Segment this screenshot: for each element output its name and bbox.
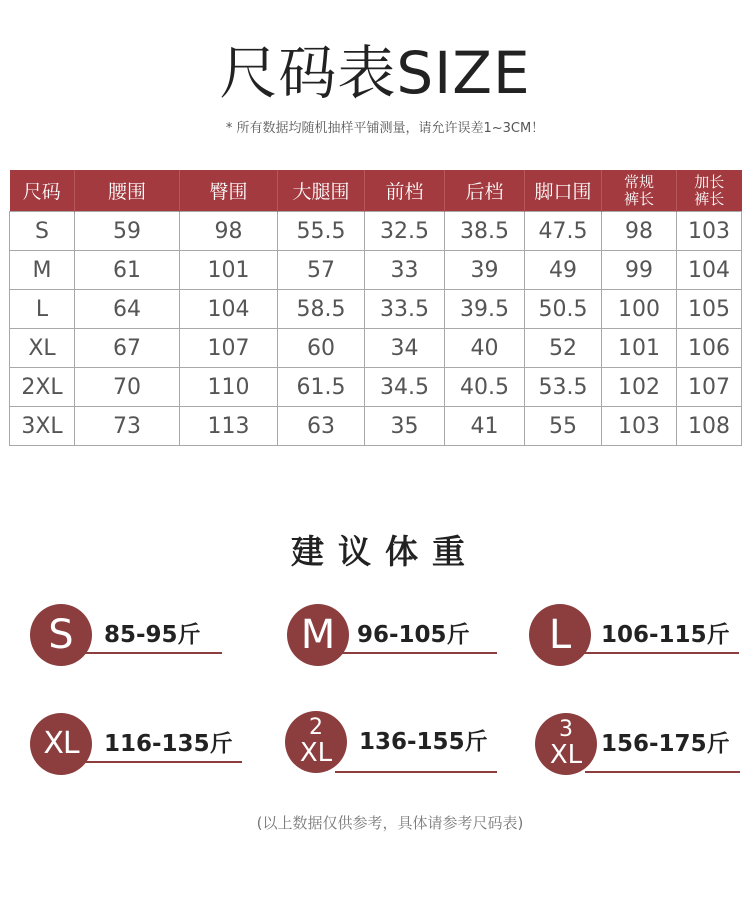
table-row: [10, 251, 742, 290]
underline: [80, 761, 242, 763]
table-cell: 52: [525, 329, 602, 368]
table-cell: 34: [365, 329, 445, 368]
table-cell: 113: [180, 407, 278, 446]
measurement-note: * 所有数据均随机抽样平铺测量，请允许误差1~3CM！: [225, 121, 545, 136]
table-cell: S: [10, 212, 75, 251]
table-cell: 2XL: [10, 368, 75, 407]
table-cell: 58.5: [278, 290, 365, 329]
table-cell: 107: [180, 329, 278, 368]
table-cell: 64: [75, 290, 180, 329]
header-hip: 臀围: [180, 170, 278, 212]
weight-range: 156-175斤: [601, 731, 730, 757]
table-cell: 108: [677, 407, 742, 446]
table-cell: 106: [677, 329, 742, 368]
weight-item-l: [529, 604, 739, 674]
underline: [585, 771, 740, 773]
size-badge: M: [287, 604, 349, 666]
table-cell: 40: [445, 329, 525, 368]
table-cell: 67: [75, 329, 180, 368]
table-cell: L: [10, 290, 75, 329]
table-cell: 107: [677, 368, 742, 407]
table-row: [10, 290, 742, 329]
weight-range: 136-155斤: [359, 729, 488, 755]
header-waist: 腰围: [75, 170, 180, 212]
weight-item-s: [30, 604, 240, 674]
table-row: [10, 368, 742, 407]
footer-note: (以上数据仅供参考，具体请参考尺码表): [256, 814, 524, 832]
weight-item-2xl: [285, 711, 495, 781]
table-cell: 104: [180, 290, 278, 329]
table-cell: 47.5: [525, 212, 602, 251]
header-front-rise: 前档: [365, 170, 445, 212]
table-cell: 33: [365, 251, 445, 290]
table-cell: 38.5: [445, 212, 525, 251]
header-size: 尺码: [10, 170, 75, 212]
weight-item-m: [287, 604, 497, 674]
size-badge: XL: [30, 713, 92, 775]
table-cell: 105: [677, 290, 742, 329]
weight-section-title: 建议体重: [291, 532, 479, 571]
weight-range: 116-135斤: [104, 731, 233, 757]
underline: [335, 771, 497, 773]
table-cell: 102: [602, 368, 677, 407]
table-cell: 100: [602, 290, 677, 329]
table-cell: 98: [180, 212, 278, 251]
size-badge: S: [30, 604, 92, 666]
table-cell: 55: [525, 407, 602, 446]
table-cell: 59: [75, 212, 180, 251]
table-cell: 99: [602, 251, 677, 290]
table-cell: 50.5: [525, 290, 602, 329]
table-header-row: [10, 170, 742, 212]
table-row: [10, 212, 742, 251]
underline: [80, 652, 222, 654]
size-number: 3: [559, 717, 573, 742]
table-row: [10, 329, 742, 368]
size-badge: L: [529, 604, 591, 666]
underline: [337, 652, 497, 654]
table-cell: 61: [75, 251, 180, 290]
header-regular-length: 常规 裤长: [602, 170, 677, 212]
header-leg-opening: 脚口围: [525, 170, 602, 212]
size-table: [9, 170, 742, 446]
page-title: 尺码表SIZE: [219, 39, 531, 107]
table-cell: 63: [278, 407, 365, 446]
size-suffix: XL: [549, 740, 583, 770]
table-cell: 3XL: [10, 407, 75, 446]
size-number: 2: [309, 715, 323, 740]
weight-range: 96-105斤: [357, 622, 470, 648]
table-cell: 39.5: [445, 290, 525, 329]
table-cell: 103: [602, 407, 677, 446]
table-cell: 53.5: [525, 368, 602, 407]
table-cell: 101: [602, 329, 677, 368]
table-cell: 104: [677, 251, 742, 290]
size-suffix: XL: [299, 738, 333, 768]
header-back-rise: 后档: [445, 170, 525, 212]
table-cell: 49: [525, 251, 602, 290]
header-thigh: 大腿围: [278, 170, 365, 212]
table-cell: 70: [75, 368, 180, 407]
table-cell: 55.5: [278, 212, 365, 251]
table-cell: 60: [278, 329, 365, 368]
header-long-length: 加长 裤长: [677, 170, 742, 212]
table-cell: 57: [278, 251, 365, 290]
table-cell: 34.5: [365, 368, 445, 407]
table-cell: 73: [75, 407, 180, 446]
weight-item-xl: [30, 713, 240, 783]
table-cell: 41: [445, 407, 525, 446]
table-cell: XL: [10, 329, 75, 368]
weight-range: 106-115斤: [601, 622, 730, 648]
table-cell: 32.5: [365, 212, 445, 251]
weight-range: 85-95斤: [104, 622, 201, 648]
table-cell: 39: [445, 251, 525, 290]
table-cell: 61.5: [278, 368, 365, 407]
table-row: [10, 407, 742, 446]
table-cell: M: [10, 251, 75, 290]
table-cell: 101: [180, 251, 278, 290]
underline: [579, 652, 739, 654]
size-badge: [535, 713, 597, 775]
table-cell: 110: [180, 368, 278, 407]
table-cell: 40.5: [445, 368, 525, 407]
size-badge: [285, 711, 347, 773]
weight-item-3xl: [535, 713, 745, 783]
table-cell: 103: [677, 212, 742, 251]
table-cell: 35: [365, 407, 445, 446]
table-cell: 33.5: [365, 290, 445, 329]
table-cell: 98: [602, 212, 677, 251]
